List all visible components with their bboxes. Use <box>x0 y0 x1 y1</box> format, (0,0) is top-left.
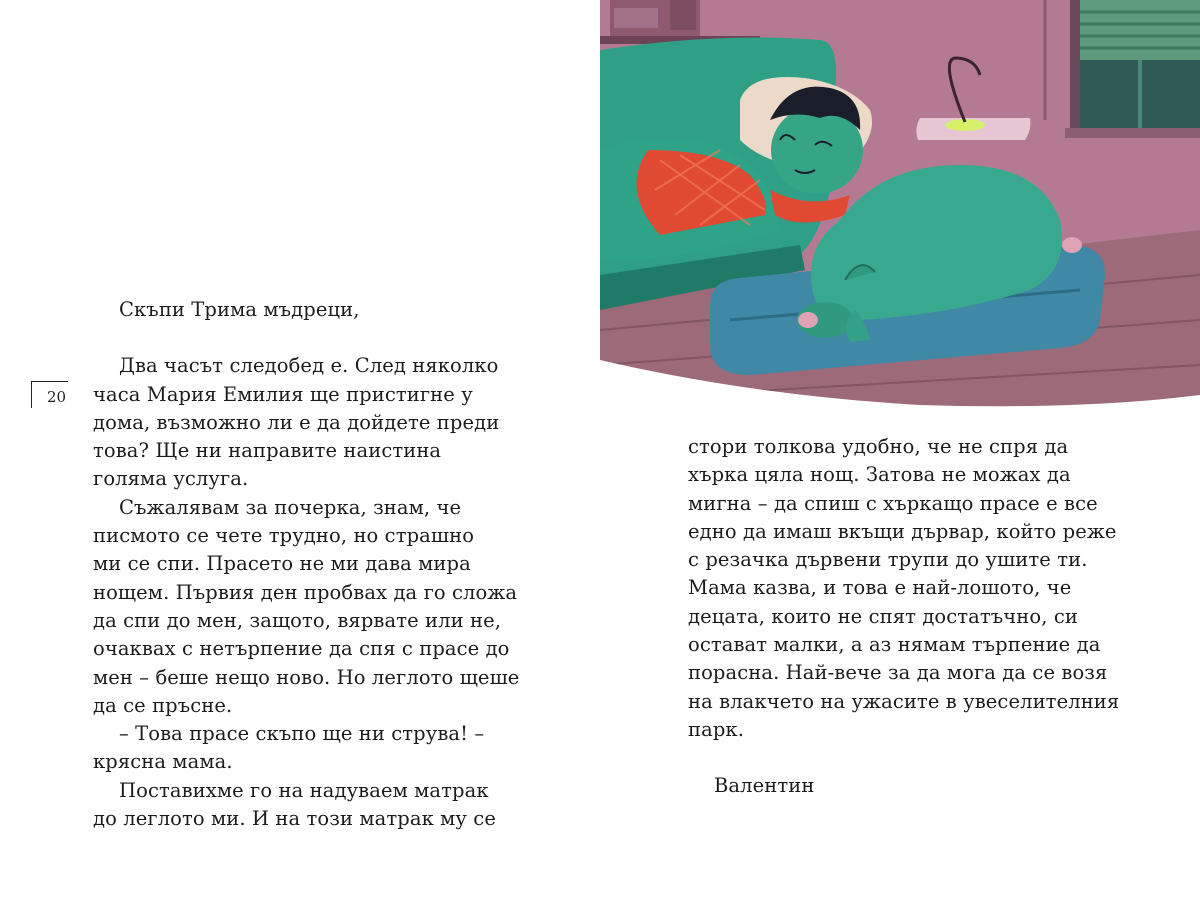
text-line: децата, които не спят достатъчно, си <box>688 604 1078 628</box>
text-line: хърка цяла нощ. Затова не можах да <box>688 463 1071 487</box>
text-line: парк. <box>688 717 744 741</box>
text-line: голяма услуга. <box>93 467 249 491</box>
text-line: стори толкова удобно, че не спря да <box>688 435 1069 458</box>
text-line: да спи до мен, защото, вярвате или не, <box>93 608 502 632</box>
text-line: Поставихме го на надуваем матрак <box>119 778 489 802</box>
text-line: крясна мама. <box>93 750 233 774</box>
right-paragraphs <box>688 433 1128 744</box>
right-page <box>600 0 1200 923</box>
salutation: Скъпи Трима мъдреци, <box>119 298 360 321</box>
text-line: часа Мария Емилия ще пристигне у <box>93 382 473 406</box>
text-line: дома, възможно ли е да дойдете преди <box>93 410 500 434</box>
left-page-text <box>93 296 523 833</box>
text-line: нощем. Първия ден пробвах да го сложа <box>93 580 518 604</box>
text-line: очаквах с нетърпение да спя с прасе до <box>93 637 510 661</box>
text-line: мен – беше нещо ново. Но леглото щеше <box>93 665 520 689</box>
text-line: с резачка дървени трупи до ушите ти. <box>688 548 1088 572</box>
text-line: – Това прасе скъпо ще ни струва! – <box>119 722 485 746</box>
text-line: писмото се чете трудно, но страшно <box>93 524 475 548</box>
left-paragraphs <box>93 352 523 833</box>
right-page-text <box>688 433 1128 801</box>
text-line: остават малки, а аз нямам търпение да <box>688 633 1101 657</box>
text-line: ми се спи. Прасето не ми дава мира <box>93 552 471 576</box>
signature: Валентин <box>714 774 815 798</box>
text-line: до леглото ми. И на този матрак му се <box>93 807 496 831</box>
page-number: 20 <box>47 388 67 406</box>
text-line: мигна – да спиш с хъркащо прасе е все <box>688 491 1098 515</box>
text-line: Съжалявам за почерка, знам, че <box>119 495 462 519</box>
text-line: порасна. Най-вече за да мога да се возя <box>688 661 1108 685</box>
text-line: едно да имаш вкъщи дървар, който реже <box>688 519 1117 543</box>
text-line: на влакчето на ужасите в увеселителния <box>688 689 1120 713</box>
text-line: да се пръсне. <box>93 693 233 717</box>
text-line: Мама казва, и това е най-лошото, че <box>688 576 1072 600</box>
text-line: това? Ще ни направите наистина <box>93 439 442 463</box>
illustration-boy-and-pig <box>600 0 1200 420</box>
text-line: Два часът следобед е. След няколко <box>119 354 499 378</box>
